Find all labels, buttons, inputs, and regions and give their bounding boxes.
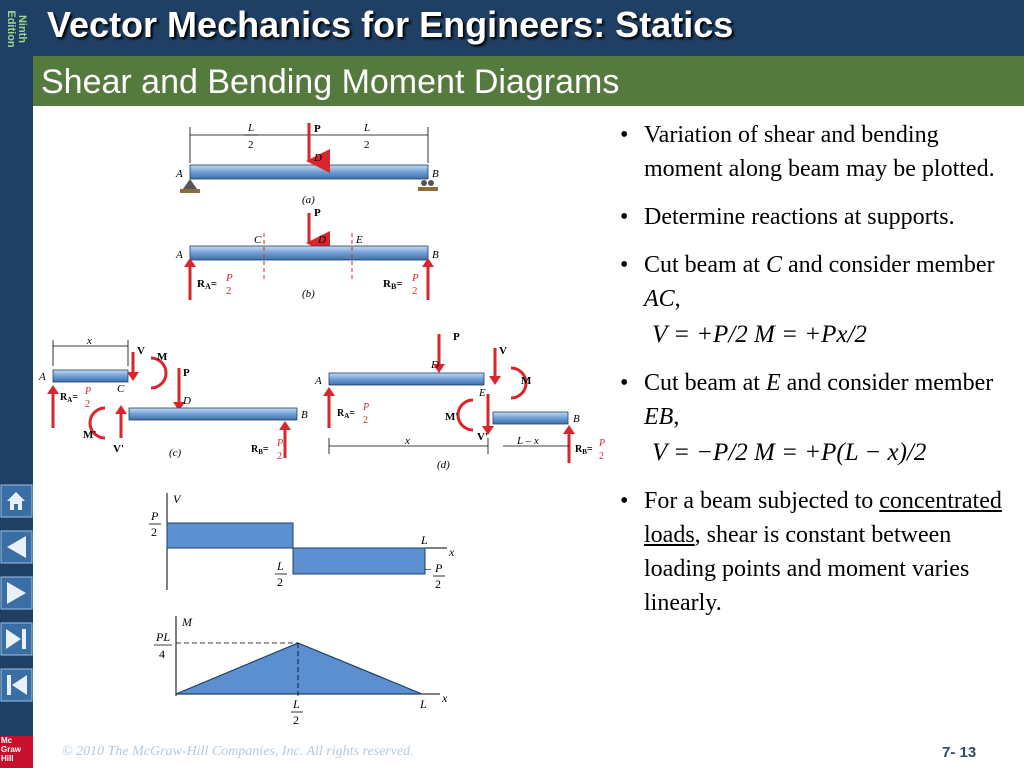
logo-line3: Hill bbox=[1, 754, 14, 763]
label-B-d: B bbox=[573, 413, 580, 425]
bullet-4: • Cut beam at E and consider member EB, V = −P/2 M = +P(L − x)/2 bbox=[618, 366, 1018, 470]
label-M-axis: M bbox=[182, 615, 192, 629]
next-icon bbox=[0, 576, 33, 610]
label-2-moment-mid: 2 bbox=[293, 713, 299, 727]
beam-b bbox=[190, 246, 428, 260]
label-P-c: P bbox=[183, 367, 190, 379]
beam-a bbox=[190, 165, 428, 179]
label-RB-d: $R_B=$ bbox=[575, 444, 593, 456]
label-RA-d: $R_A=$ bbox=[337, 408, 355, 420]
label-2-RB-d: 2 bbox=[599, 451, 604, 462]
label-L-shear-end: L bbox=[421, 533, 428, 547]
label-L-a2: L bbox=[364, 122, 371, 134]
label-fig-b: (b) bbox=[302, 288, 315, 300]
label-D-c: D bbox=[183, 395, 191, 407]
label-L-shear-mid: L bbox=[277, 559, 284, 573]
logo-line2: Graw bbox=[1, 745, 22, 754]
label-V-c: V bbox=[137, 345, 145, 357]
label-B-b: B bbox=[432, 249, 439, 261]
bullet-5: • For a beam subjected to concentrated loads, shear is constant between loading points and moment varies linearly. bbox=[618, 484, 1018, 620]
label-minus-shear: – bbox=[425, 561, 431, 575]
shear-negative-block bbox=[293, 548, 425, 574]
label-x-axis-shear: x bbox=[449, 545, 455, 559]
page-number: 7- 13 bbox=[942, 744, 977, 761]
logo-line1: Mc bbox=[1, 736, 13, 745]
label-L-moment-end: L bbox=[420, 697, 427, 711]
bullet-list bbox=[618, 118, 1018, 634]
label-Mp-c: M' bbox=[83, 429, 97, 441]
beam-segment-CB bbox=[129, 408, 297, 420]
previous-icon bbox=[0, 530, 33, 564]
label-E-d: E bbox=[479, 387, 486, 399]
pin-support-icon bbox=[183, 179, 197, 189]
last-slide-button[interactable] bbox=[0, 622, 33, 656]
moment-triangle bbox=[176, 643, 422, 694]
label-M-d: M bbox=[521, 375, 532, 387]
moment-diagram bbox=[150, 612, 460, 732]
label-P-shear: P bbox=[151, 509, 159, 523]
concentrated-loads-term: concentrated loads bbox=[644, 488, 1002, 548]
bullet-1: • Variation of shear and bending moment along beam may be plotted. bbox=[618, 118, 1018, 186]
shear-diagram bbox=[145, 488, 465, 598]
label-2-RB-b: 2 bbox=[412, 285, 418, 297]
label-D-b: D bbox=[318, 234, 326, 246]
bullet-2: • Determine reactions at supports. bbox=[618, 200, 1018, 234]
roller-support-icon bbox=[421, 180, 427, 186]
edition-line2: Edition bbox=[5, 10, 17, 48]
label-RA-c: $R_A=$ bbox=[60, 392, 78, 404]
label-V-axis: V bbox=[173, 492, 181, 506]
label-4-moment: 4 bbox=[159, 647, 165, 661]
label-Vp-d: V' bbox=[477, 431, 488, 443]
beam-segment-EB bbox=[493, 412, 568, 424]
home-icon bbox=[0, 484, 33, 518]
label-P-RA-c: P bbox=[85, 386, 92, 397]
label-A-b: A bbox=[176, 249, 183, 261]
label-P-a: P bbox=[314, 123, 321, 135]
label-P-RB-b: P bbox=[412, 272, 419, 284]
label-C-c: C bbox=[117, 383, 125, 395]
next-slide-button[interactable] bbox=[0, 576, 33, 610]
label-C-b: C bbox=[254, 234, 262, 246]
beam-segment-AE bbox=[329, 373, 484, 385]
equation-AC: V = +P/2 M = +Px/2 bbox=[652, 321, 867, 348]
bullet-3: • Cut beam at C and consider member AC, V = +P/2 M = +Px/2 bbox=[618, 248, 1018, 352]
label-2-shear: 2 bbox=[151, 525, 157, 539]
label-fig-d: (d) bbox=[437, 459, 450, 471]
shear-positive-block bbox=[167, 523, 293, 548]
label-P-RA-b: P bbox=[226, 272, 233, 284]
label-RB-c: $R_B=$ bbox=[251, 444, 269, 456]
label-P-shear-neg: P bbox=[435, 561, 443, 575]
label-Lminusx-d: L – x bbox=[517, 435, 539, 447]
label-B-a: B bbox=[432, 168, 439, 180]
free-body-diagram-cd bbox=[33, 328, 613, 473]
label-x-c: x bbox=[87, 335, 92, 347]
label-2-a1: 2 bbox=[248, 139, 254, 151]
last-icon bbox=[0, 622, 33, 656]
home-button[interactable] bbox=[0, 484, 33, 518]
label-x-d: x bbox=[405, 435, 410, 447]
mcgraw-hill-logo bbox=[0, 736, 33, 768]
label-L-a1: L bbox=[248, 122, 255, 134]
label-2-shear-mid: 2 bbox=[277, 575, 283, 589]
label-V-d: V bbox=[499, 345, 507, 357]
beam-diagram-ab bbox=[170, 115, 450, 330]
copyright-footer: © 2010 The McGraw-Hill Companies, Inc. All rights reserved. bbox=[62, 744, 414, 759]
label-2-shear-neg: 2 bbox=[435, 577, 441, 591]
label-M-c: M bbox=[157, 351, 168, 363]
subtitle-bar bbox=[33, 56, 1024, 106]
label-D-a: D bbox=[314, 152, 322, 164]
label-A-d: A bbox=[315, 375, 322, 387]
label-RB-b: RB= bbox=[383, 278, 403, 291]
edition-label bbox=[0, 0, 33, 60]
label-2-RB-c: 2 bbox=[277, 451, 282, 462]
label-A-c: A bbox=[39, 371, 46, 383]
label-P-b: P bbox=[314, 207, 321, 219]
slide-subtitle: Shear and Bending Moment Diagrams bbox=[41, 63, 620, 101]
label-B-c: B bbox=[301, 409, 308, 421]
label-2-RA-c: 2 bbox=[85, 399, 90, 410]
label-x-axis-moment: x bbox=[442, 691, 448, 705]
label-Vp-c: V' bbox=[113, 443, 124, 455]
label-2-RA-d: 2 bbox=[363, 415, 368, 426]
label-P-d: P bbox=[453, 331, 460, 343]
label-RA-b: RA= bbox=[197, 278, 218, 291]
label-E-b: E bbox=[356, 234, 363, 246]
beam-segment-AC bbox=[53, 370, 128, 382]
label-Mp-d: M' bbox=[445, 411, 459, 423]
label-D-d: D bbox=[431, 359, 439, 371]
slide-title: Vector Mechanics for Engineers: Statics bbox=[47, 4, 734, 45]
label-fig-c: (c) bbox=[169, 447, 182, 459]
label-P-RA-d: P bbox=[363, 402, 370, 413]
label-P-RB-d: P bbox=[599, 438, 606, 449]
title-bar bbox=[33, 0, 1024, 56]
label-A-a: A bbox=[176, 168, 183, 180]
label-PL-moment: PL bbox=[156, 630, 171, 644]
equation-EB: V = −P/2 M = +P(L − x)/2 bbox=[652, 439, 927, 466]
back-button[interactable] bbox=[0, 668, 33, 702]
label-2-RA-b: 2 bbox=[226, 285, 232, 297]
edition-line1: Ninth bbox=[16, 14, 28, 44]
previous-slide-button[interactable] bbox=[0, 530, 33, 564]
back-icon bbox=[0, 668, 33, 702]
label-P-RB-c: P bbox=[277, 438, 284, 449]
label-L-moment-mid: L bbox=[293, 697, 300, 711]
label-fig-a: (a) bbox=[302, 194, 315, 206]
label-2-a2: 2 bbox=[364, 139, 370, 151]
